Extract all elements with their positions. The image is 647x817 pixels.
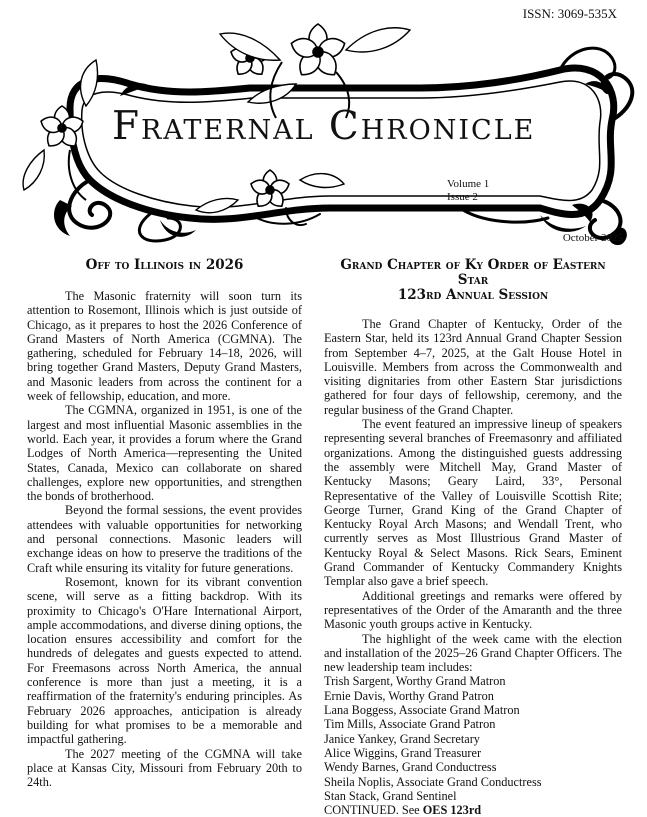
left-paragraph: The CGMNA, organized in 1951, is one of the largest and most influential Masonic assemblies in the world. Each year, it provides a forum where the Grand Lodges of North America—representing the United States, Canada, Mexico can collaborate on shared challenges, explore new opportunities, and strengthen the bonds of brotherhood. — [27, 403, 302, 504]
officer-item: Lana Boggess, Associate Grand Matron — [324, 703, 520, 718]
right-paragraph: The event featured an impressive lineup of speakers representing several branches of Freemasonry and affiliated organizations. Among the distinguished guests addressing the assembly were Mitchell May, Grand Master of Kentucky Masons; Geary Laird, 33°, Personal Representative of the Valley of Louisville Scottish Rite; George Turner, Grand King of the Grand Chapter of Kentucky Royal Arch Masons; and Wendall Trent, who currently serves as Most Illustrious Grand Master of Kentucky Royal & Select Masons. Rick Sears, Eminent Grand Commander of Kentucky Commandery Knights Templar also gave a brief speech. — [324, 417, 622, 589]
left-paragraph: Rosemont, known for its vibrant convention scene, will serve as a fitting backdrop. With its proximity to Chicago's O'Hare International Airport, ample accommodations, and diverse dining options, the location ensures accessibility and comfort for the hundreds of delegates and guests expected to attend. For Freemasons across North America, the annual conference is more than just a meeting, it is a reaffirmation of the fraternity's enduring principles. As February 2026 approaches, anticipation is already building for what promises to be a memorable and impactful gathering. — [27, 574, 302, 747]
newsletter-title: Fraternal Chronicle — [112, 104, 536, 149]
officer-item: Trish Sargent, Worthy Grand Matron — [324, 674, 506, 689]
right-heading-line1: Grand Chapter of Ky Order of Eastern Star — [340, 257, 606, 288]
issn-number: ISSN: 3069-535X — [522, 6, 617, 21]
masthead — [0, 0, 647, 250]
left-article — [27, 258, 302, 789]
left-paragraph: The 2027 meeting of the CGMNA will take place at Kansas City, Missouri from February 20th to 24th. — [27, 746, 302, 790]
volume-issue — [447, 178, 489, 204]
right-paragraph: The highlight of the week came with the election and installation of the 2025–26 Grand Chapter Officers. The new leadership team includes: — [324, 631, 622, 675]
right-paragraph: The Grand Chapter of Kentucky, Order of the Eastern Star, held its 123rd Annual Grand Chapter Session from September 4–7, 2025, at the Galt House Hotel in Louisville. Members from across the Commonwealth and visiting dignitaries from other Eastern Star jurisdictions gathered for four days of fellowship, ceremony, and the regular business of the Grand Chapter. — [324, 317, 622, 417]
officer-list — [324, 674, 622, 803]
officer-item: Stan Stack, Grand Sentinel — [324, 788, 457, 803]
continued-note — [324, 803, 622, 817]
officer-item: Tim Mills, Associate Grand Patron — [324, 717, 496, 732]
continued-prefix: CONTINUED. See — [324, 803, 423, 817]
left-paragraph: Beyond the formal sessions, the event provides attendees with valuable opportunities for networking and personal connections. Masonic leaders will exchange ideas on how to preserve the traditions of the Craft while ensuring its vitality for future generations. — [27, 503, 302, 575]
issue-label: Issue 2 — [447, 191, 478, 203]
right-heading-line2: 123rd Annual Session — [397, 287, 549, 303]
left-paragraph: The Masonic fraternity will soon turn its attention to Rosemont, Illinois which is just outside of Chicago, as it prepares to host the 2026 Conference of Grand Masters of North America (CGMNA). The gathering, scheduled for February 14–18, 2026, will bring together Grand Masters, Deputy Grand Masters, and Masonic leaders from across the continent for a week of fellowship, education, and more. — [27, 289, 302, 404]
officer-item: Wendy Barnes, Grand Conductress — [324, 760, 497, 775]
volume-label: Volume 1 — [447, 178, 490, 190]
right-article-heading — [324, 258, 622, 303]
officer-item: Ernie Davis, Worthy Grand Patron — [324, 688, 494, 703]
issue-date: October 2025 — [562, 232, 623, 244]
officer-item: Janice Yankey, Grand Secretary — [324, 731, 480, 746]
right-paragraph: Additional greetings and remarks were offered by representatives of the Order of the Amaranth and the three Masonic youth groups active in Kentucky. — [324, 588, 622, 632]
officer-item: Alice Wiggins, Grand Treasurer — [324, 745, 482, 760]
left-article-heading: Off to Illinois in 2026 — [85, 257, 244, 273]
right-article — [324, 258, 622, 817]
continued-reference: OES 123rd — [422, 803, 482, 817]
officer-item: Sheila Noplis, Associate Grand Conductress — [324, 774, 542, 789]
